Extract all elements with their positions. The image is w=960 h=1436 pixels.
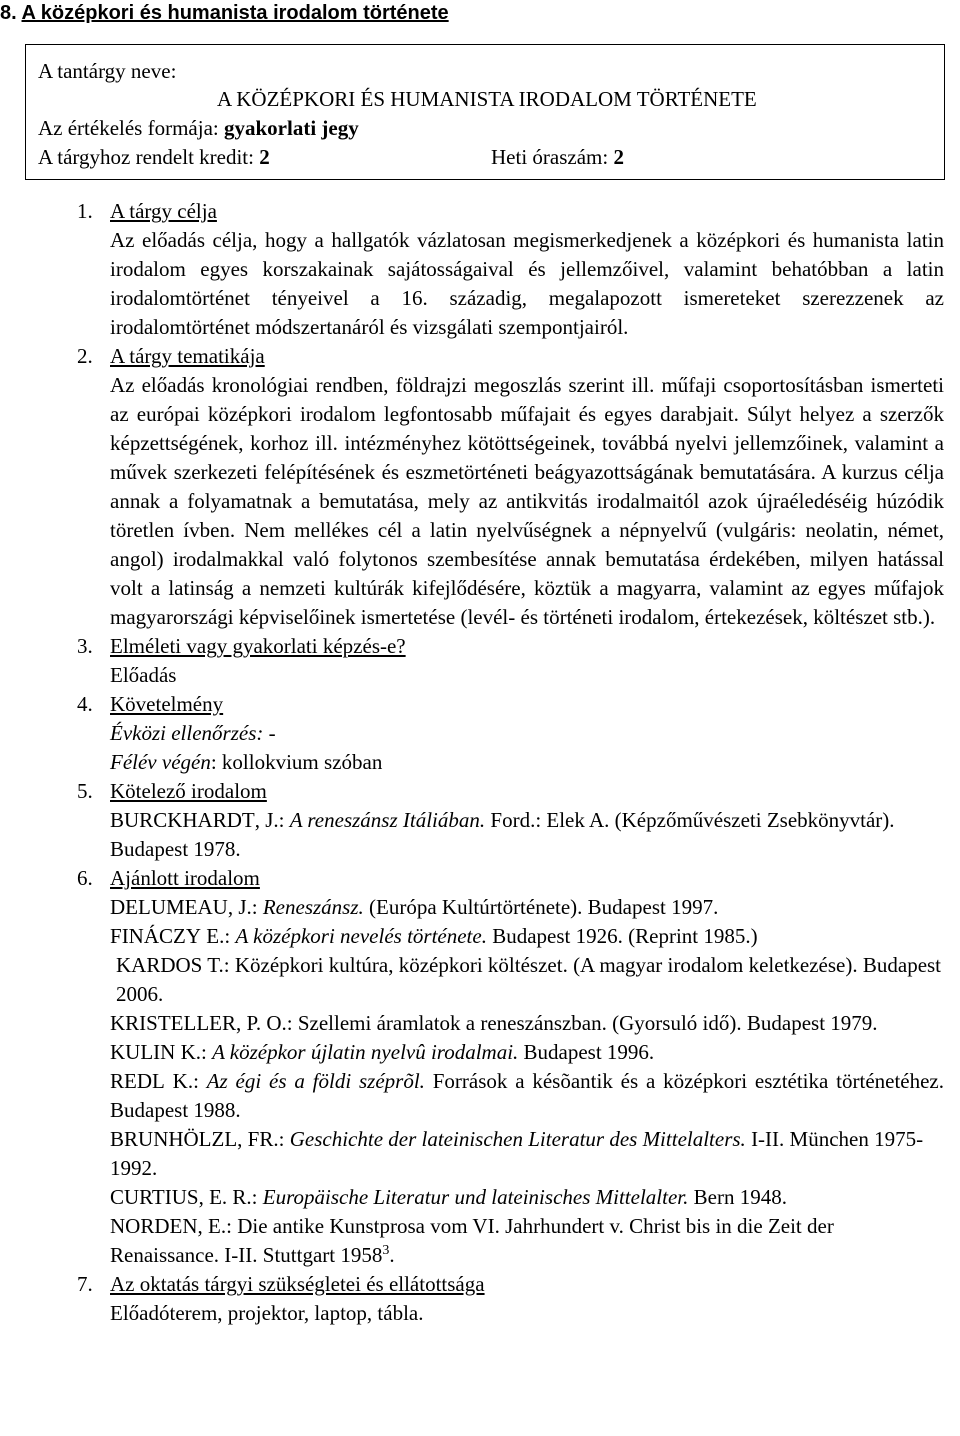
heading-title: A középkori és humanista irodalom története	[21, 2, 449, 24]
section-number: 1.	[77, 199, 93, 223]
course-name-value: A KÖZÉPKORI ÉS HUMANISTA IRODALOM TÖRTÉNETE	[217, 87, 757, 111]
reference-item: KRISTELLER, P. O.: Szellemi áramlatok a reneszánszban. (Gyorsuló idő). Budapest 1979.	[110, 1011, 878, 1035]
evaluation-value: gyakorlati jegy	[224, 116, 359, 140]
section-title: A tárgy célja	[110, 199, 217, 223]
midterm-value: -	[263, 721, 276, 745]
reference-item: NORDEN, E.: Die antike Kunstprosa vom VI. Jahrhundert v. Christ bis in die Zeit der Renaissance. I-II. Stuttgart 1958$^3$.	[110, 1214, 834, 1267]
course-info-box	[25, 44, 945, 180]
course-name-label: A tantárgy neve:	[38, 59, 177, 83]
section-topics	[0, 342, 960, 632]
section-title: Elméleti vagy gyakorlati képzés-e?	[110, 634, 406, 658]
credit-line	[38, 143, 270, 172]
section-number: 4.	[77, 692, 93, 716]
section-title: Követelmény	[110, 692, 224, 716]
credit-label: A tárgyhoz rendelt kredit:	[38, 145, 254, 169]
endterm-label: Félév végén	[110, 750, 211, 774]
midterm-label: Évközi ellenőrzés:	[110, 721, 264, 745]
reference-item: BURCKHARDT, J.: A reneszánsz Itáliában. Ford.: Elek A. (Képzőművészeti Zsebkönyvtár). Budapest 1978.	[110, 808, 895, 861]
endterm-value: : kollokvium szóban	[210, 750, 383, 774]
section-goal	[0, 197, 960, 342]
section-title: Kötelező irodalom	[110, 779, 267, 803]
section-text: Előadás	[110, 663, 177, 687]
section-number: 5.	[77, 779, 93, 803]
hours-value: 2	[613, 145, 624, 169]
hours-line	[491, 143, 624, 172]
reference-item: BRUNHÖLZL, FR.: Geschichte der lateinischen Literatur des Mittelalters. I-II. München 1975-1992.	[110, 1127, 924, 1180]
reference-item: CURTIUS, E. R.: Europäische Literatur und lateinisches Mittelalter. Bern 1948.	[110, 1185, 787, 1209]
document-heading	[0, 0, 960, 26]
reference-item: KARDOS T.: Középkori kultúra, középkori költészet. (A magyar irodalom keletkezése). Budapest 2006.	[116, 953, 942, 1006]
section-title: Ajánlott irodalom	[110, 866, 260, 890]
section-number: 3.	[77, 634, 93, 658]
hours-label: Heti óraszám:	[491, 145, 609, 169]
section-number: 7.	[77, 1272, 93, 1296]
evaluation-label: Az értékelés formája:	[38, 116, 219, 140]
section-equipment	[0, 1270, 960, 1328]
section-recommended-reading	[0, 864, 960, 1270]
reference-item: REDL K.: Az égi és a földi széprõl. Források a késõantik és a középkori esztétika történetéhez. Budapest 1988.	[110, 1069, 945, 1122]
evaluation-line	[38, 114, 359, 143]
section-number: 6.	[77, 866, 93, 890]
section-requirements	[0, 690, 960, 777]
syllabus-body	[0, 197, 960, 1328]
section-required-reading	[0, 777, 960, 864]
section-text: Az előadás kronológiai rendben, földrajzi megoszlás szerint ill. műfaji csoportosításban ismerteti az európai középkori irodalom legfontosabb műfajait és egyes darabjait. Súlyt helyez a szerzők képzettségének, korhoz ill. intézményhez kötöttségeinek, továbbá nyelvi jellemzőinek, valamint a művek szerkezeti felépítésének és eszmetörténeti beágyazottságának bemutatására. A kurzus célja annak a folyamatnak a bemutatása, mely az antikvitás irodalmaitól azok újraéledéséig húzódik töretlen ívben. Nem mellékes cél a latin nyelvűségnek a népnyelvű (vulgáris: neolatin, német, angol) irodalmakkal való folytonos szembesítése annak bemutatása érdekében, milyen hatással volt a latinság a nemzeti kultúrák kifejlődésére, köztük a magyarra, valamint az egyes műfajok magyarországi képviselőinek ismertetése (levél- és történeti irodalom, értekezések, költészet stb.).	[110, 373, 944, 629]
section-text: Az előadás célja, hogy a hallgatók vázlatosan megismerkedjenek a középkori és humanista latin irodalom egyes korszakainak sajátosságaival és jellemzőivel, valamint behatóbban a latin irodalomtörténet tényeivel a 16. századig, megalapozott ismereteket szerezzenek az irodalomtörténet módszertanáról és vizsgálati szempontjairól.	[110, 228, 944, 339]
midterm-line	[110, 719, 944, 748]
reference-item: DELUMEAU, J.: Reneszánsz. (Európa Kultúrtörténete). Budapest 1997.	[110, 895, 719, 919]
section-title: Az oktatás tárgyi szükségletei és ellátottsága	[110, 1272, 485, 1296]
heading-number: 8.	[0, 2, 17, 24]
section-number: 2.	[77, 344, 93, 368]
section-type	[0, 632, 960, 690]
reference-item: FINÁCZY E.: A középkori nevelés története. Budapest 1926. (Reprint 1985.)	[110, 924, 758, 948]
credit-value: 2	[259, 145, 270, 169]
section-title: A tárgy tematikája	[110, 344, 265, 368]
section-text: Előadóterem, projektor, laptop, tábla.	[110, 1301, 424, 1325]
endterm-line	[110, 748, 944, 777]
reference-item: KULIN K.: A középkor újlatin nyelvû irodalmai. Budapest 1996.	[110, 1040, 655, 1064]
